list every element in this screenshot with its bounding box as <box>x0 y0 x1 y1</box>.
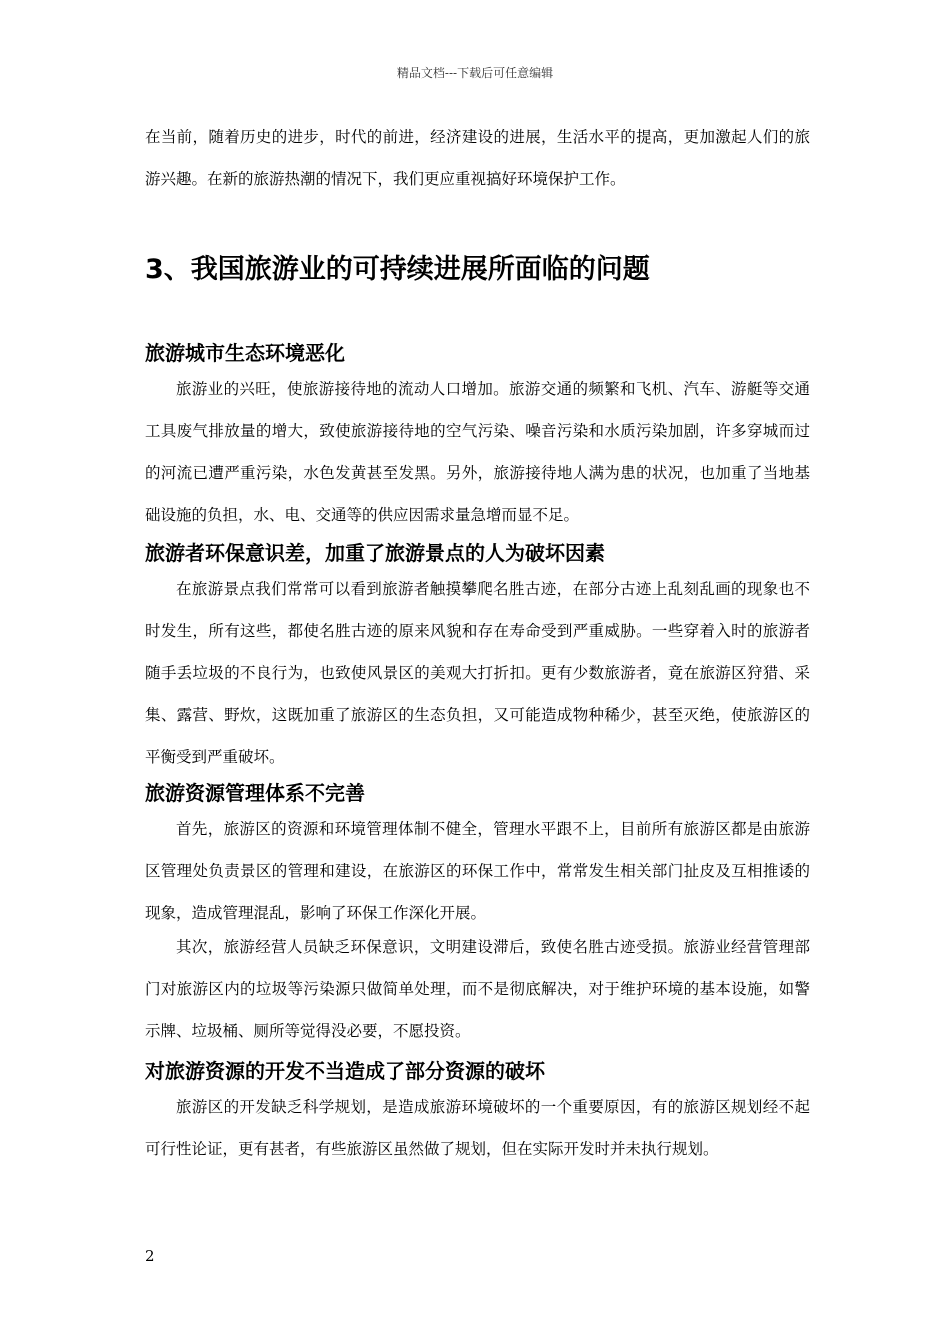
subsection-heading-4: 对旅游资源的开发不当造成了部分资源的破坏 <box>145 1059 545 1083</box>
subsection-heading-1: 旅游城市生态环境恶化 <box>145 341 345 365</box>
section-title: 3、我国旅游业的可持续进展所面临的问题 <box>145 254 650 285</box>
paragraph-4-1: 旅游区的开发缺乏科学规划，是造成旅游环境破坏的一个重要原因，有的旅游区规划经不起可行性论证，更有甚者，有些旅游区虽然做了规划，但在实际开发时并未执行规划。 <box>145 1098 810 1158</box>
page-number: 2 <box>145 1247 155 1265</box>
paragraph-3-2: 其次，旅游经营人员缺乏环保意识，文明建设滞后，致使名胜古迹受损。旅游业经营管理部门对旅游区内的垃圾等污染源只做简单处理，而不是彻底解决，对于维护环境的基本设施，如警示牌、垃圾桶、厕所等觉得没必要，不愿投资。 <box>145 938 810 1040</box>
intro-paragraph: 在当前，随着历史的进步，时代的前进，经济建设的进展，生活水平的提高，更加激起人们的旅游兴趣。在新的旅游热潮的情况下，我们更应重视搞好环境保护工作。 <box>145 128 810 188</box>
subsection-heading-3: 旅游资源管理体系不完善 <box>145 781 365 805</box>
page-header: 精品文档---下载后可任意编辑 <box>396 66 554 80</box>
paragraph-1-1: 旅游业的兴旺，使旅游接待地的流动人口增加。旅游交通的频繁和飞机、汽车、游艇等交通工具废气排放量的增大，致使旅游接待地的空气污染、噪音污染和水质污染加剧，许多穿城而过的河流已遭严重污染，水色发黄甚至发黑。另外，旅游接待地人满为患的状况，也加重了当地基础设施的负担，水、电、交通等的供应因需求量急增而显不足。 <box>145 380 810 524</box>
subsection-heading-2: 旅游者环保意识差，加重了旅游景点的人为破坏因素 <box>145 541 605 565</box>
paragraph-2-1: 在旅游景点我们常常可以看到旅游者触摸攀爬名胜古迹，在部分古迹上乱刻乱画的现象也不时发生，所有这些，都使名胜古迹的原来风貌和存在寿命受到严重威胁。一些穿着入时的旅游者随手丢垃圾的不良行为，也致使风景区的美观大打折扣。更有少数旅游者，竟在旅游区狩猎、采集、露营、野炊，这既加重了旅游区的生态负担，又可能造成物种稀少，甚至灭绝，使旅游区的平衡受到严重破坏。 <box>145 580 810 766</box>
paragraph-3-1: 首先，旅游区的资源和环境管理体制不健全，管理水平跟不上，目前所有旅游区都是由旅游区管理处负责景区的管理和建设，在旅游区的环保工作中，常常发生相关部门扯皮及互相推诿的现象，造成管理混乱，影响了环保工作深化开展。 <box>145 820 810 922</box>
